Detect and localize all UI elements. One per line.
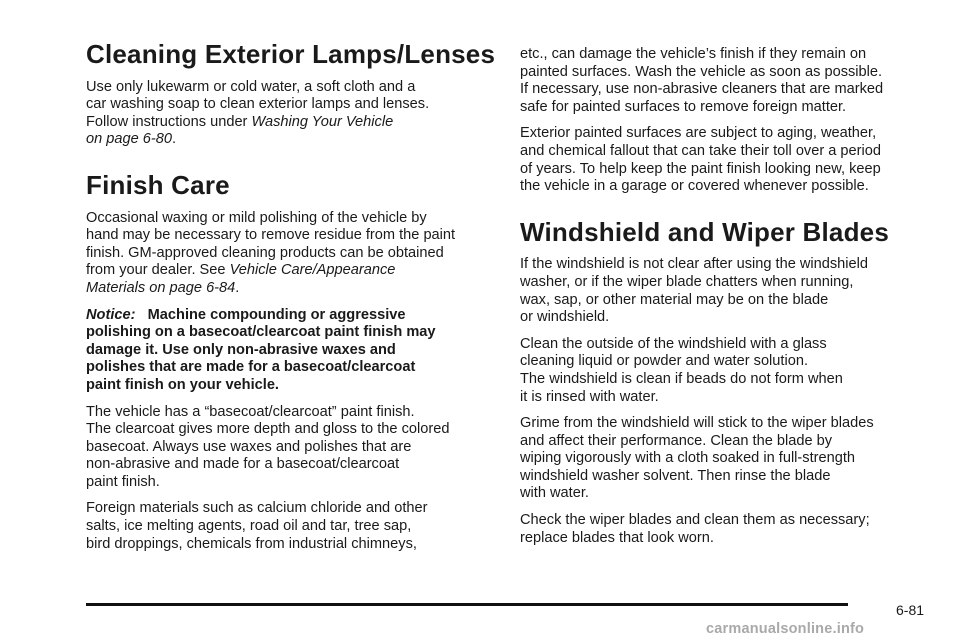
text-line: wax, sap, or other material may be on the blade <box>520 291 829 308</box>
text-line: and affect their performance. Clean the blade by <box>520 432 833 449</box>
notice-block <box>86 307 504 395</box>
text-line: Clean the outside of the windshield with a glass <box>520 335 827 352</box>
text-line <box>86 307 504 325</box>
text-line: Grime from the windshield will stick to the wiper blades <box>520 415 874 432</box>
text-line <box>86 114 504 132</box>
text-line: or windshield. <box>520 309 610 326</box>
text-line: of years. To help keep the paint finish looking new, keep <box>520 160 881 177</box>
text-line <box>86 280 504 298</box>
right-column <box>520 46 938 556</box>
text-line: windshield washer solvent. Then rinse the blade <box>520 467 831 484</box>
paragraph-grime <box>520 415 938 503</box>
cross-reference-washing[interactable]: Washing Your Vehicle <box>251 113 394 130</box>
text-line: Foreign materials such as calcium chloride and other <box>86 500 428 517</box>
text-fragment: from your dealer. See <box>86 262 230 279</box>
text-fragment: Machine compounding or aggressive <box>147 306 406 323</box>
text-line: etc., can damage the vehicle’s finish if they remain on <box>520 46 867 62</box>
text-line: Check the wiper blades and clean them as necessary; <box>520 512 870 529</box>
text-line: basecoat. Always use waxes and polishes that are <box>86 438 412 455</box>
text-line: paint finish on your vehicle. <box>86 376 279 393</box>
text-fragment: . <box>235 279 240 296</box>
text-line: The vehicle has a “basecoat/clearcoat” paint finish. <box>86 403 415 420</box>
text-line: paint finish. <box>86 473 160 490</box>
cross-reference-appearance[interactable]: Vehicle Care/Appearance <box>229 262 396 279</box>
text-line: replace blades that look worn. <box>520 529 714 546</box>
text-line: hand may be necessary to remove residue from the paint <box>86 227 456 244</box>
heading-windshield-wiper: Windshield and Wiper Blades <box>520 216 889 247</box>
text-line: it is rinsed with water. <box>520 388 659 405</box>
text-line: painted surfaces. Wash the vehicle as soon as possible. <box>520 63 883 80</box>
text-line: car washing soap to clean exterior lamps and lenses. <box>86 96 430 113</box>
text-line: washer, or if the wiper blade chatters when running, <box>520 273 854 290</box>
text-fragment: Follow instructions under <box>86 113 252 130</box>
left-column <box>86 40 504 562</box>
text-line <box>86 262 504 280</box>
text-line: the vehicle in a garage or covered whenever possible. <box>520 178 869 195</box>
paragraph-finish-intro <box>86 210 504 298</box>
text-line: If necessary, use non-abrasive cleaners that are marked <box>520 81 884 98</box>
text-line: bird droppings, chemicals from industrial chimneys, <box>86 535 417 552</box>
text-line: and chemical fallout that can take their toll over a period <box>520 142 881 159</box>
paragraph-aging <box>520 125 938 195</box>
watermark: carmanualsonline.info <box>706 621 865 637</box>
text-line: safe for painted surfaces to remove foreign matter. <box>520 98 847 115</box>
text-line: damage it. Use only non-abrasive waxes and <box>86 341 396 358</box>
text-line: polishes that are made for a basecoat/clearcoat <box>86 359 416 376</box>
paragraph-foreign-materials-cont <box>520 46 938 116</box>
text-line: Exterior painted surfaces are subject to aging, weather, <box>520 125 877 142</box>
page-number: 6-81 <box>896 602 925 618</box>
paragraph-basecoat <box>86 404 504 492</box>
text-fragment: . <box>172 131 177 148</box>
paragraph-cleaning-lamps <box>86 79 504 149</box>
footer-rule <box>86 603 848 606</box>
text-line: The clearcoat gives more depth and gloss to the colored <box>86 421 450 438</box>
text-line: Occasional waxing or mild polishing of the vehicle by <box>86 209 427 226</box>
text-line: cleaning liquid or powder and water solution. <box>520 353 808 370</box>
text-line: polishing on a basecoat/clearcoat paint finish may <box>86 324 436 341</box>
heading-finish-care: Finish Care <box>86 169 230 200</box>
text-line: finish. GM-approved cleaning products can be obtained <box>86 244 444 261</box>
text-line: wiping vigorously with a cloth soaked in full-strength <box>520 450 856 467</box>
text-line: with water. <box>520 485 589 502</box>
text-line: non-abrasive and made for a basecoat/clearcoat <box>86 456 400 473</box>
notice-label: Notice: <box>86 306 136 323</box>
cross-reference-page[interactable]: on page 6-80 <box>86 131 173 148</box>
paragraph-windshield-clear <box>520 256 938 326</box>
heading-cleaning-lamps: Cleaning Exterior Lamps/Lenses <box>86 39 496 69</box>
paragraph-foreign-materials <box>86 500 504 553</box>
paragraph-check-blades <box>520 512 938 547</box>
text-line: The windshield is clean if beads do not form when <box>520 370 843 387</box>
text-line: salts, ice melting agents, road oil and tar, tree sap, <box>86 518 412 535</box>
text-line: Use only lukewarm or cold water, a soft cloth and a <box>86 78 416 95</box>
cross-reference-page[interactable]: Materials on page 6-84 <box>86 279 236 296</box>
paragraph-windshield-clean <box>520 336 938 406</box>
text-line <box>86 131 504 149</box>
text-line: If the windshield is not clear after using the windshield <box>520 256 869 273</box>
